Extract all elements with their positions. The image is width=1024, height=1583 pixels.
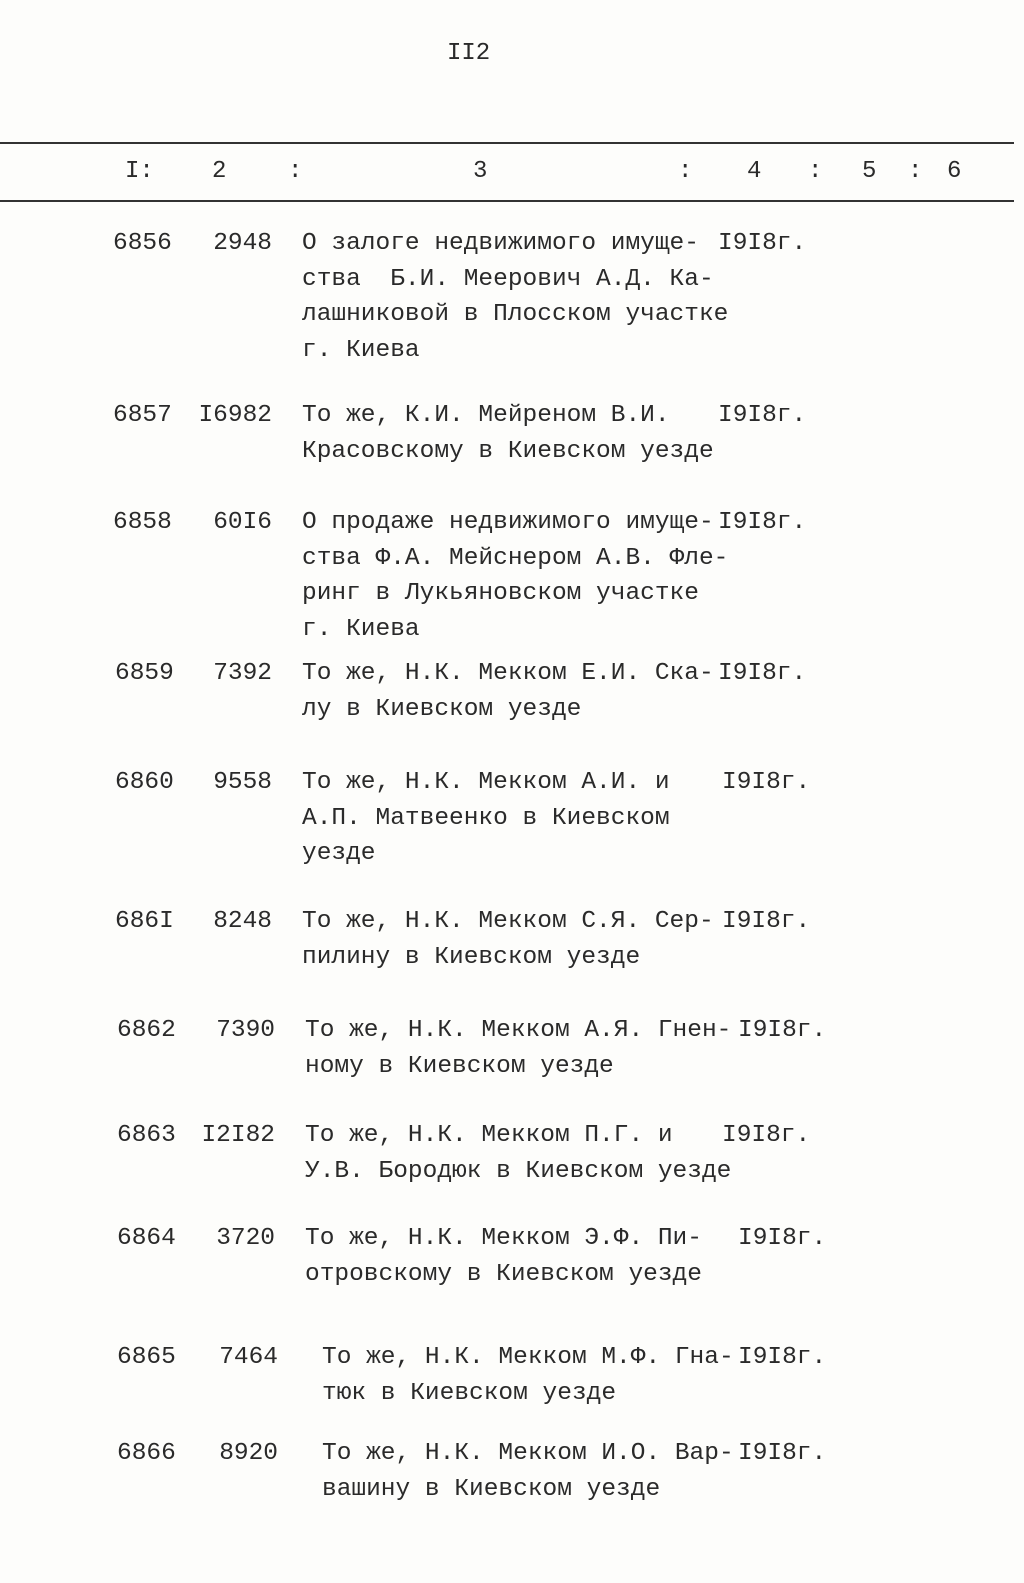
item-number: 6864 [117, 1225, 176, 1252]
column-header: : [808, 158, 823, 185]
reference-number: I6982 [198, 402, 272, 429]
description-line: вашину в Киевском уезде [322, 1475, 661, 1503]
column-header: 6 [947, 158, 962, 185]
year: I9I8г. [722, 769, 811, 796]
year: I9I8г. [738, 1017, 827, 1044]
description-line: То же, Н.К. Мекком П.Г. и [305, 1122, 673, 1149]
description-line: То же, Н.К. Мекком С.Я. Сер- [302, 908, 714, 935]
header-top-rule [0, 142, 1014, 144]
description-line: тюк в Киевском уезде [322, 1379, 617, 1407]
description-line: А.П. Матвеенко в Киевском [302, 804, 670, 832]
reference-number: 2948 [213, 230, 272, 257]
column-header: : [288, 158, 303, 185]
item-number: 6866 [117, 1440, 176, 1467]
year: I9I8г. [738, 1344, 827, 1371]
description-line: То же, Н.К. Мекком М.Ф. Гна- [322, 1344, 734, 1371]
item-number: 6863 [117, 1122, 176, 1149]
reference-number: 8248 [213, 908, 272, 935]
description-line: лу в Киевском уезде [302, 695, 582, 723]
description-line: То же, К.И. Мейреном В.И. [302, 402, 670, 429]
description-line: уезде [302, 840, 376, 867]
year: I9I8г. [722, 1122, 811, 1149]
description-line: лашниковой в Плосском участке [302, 301, 729, 328]
item-number: 6860 [115, 769, 174, 796]
description-line: ства Ф.А. Мейснером А.В. Фле- [302, 544, 729, 572]
item-number: 686I [115, 908, 174, 935]
column-header: : [678, 158, 693, 185]
reference-number: 8920 [219, 1440, 278, 1467]
reference-number: 3720 [216, 1225, 275, 1252]
item-number: 6859 [115, 660, 174, 687]
page-number: II2 [447, 40, 491, 67]
year: I9I8г. [722, 908, 811, 935]
description-line: отровскому в Киевском уезде [305, 1260, 702, 1288]
reference-number: 9558 [213, 769, 272, 796]
year: I9I8г. [718, 660, 807, 687]
year: I9I8г. [738, 1440, 827, 1467]
column-header: 4 [747, 158, 762, 185]
description-line: ному в Киевском уезде [305, 1052, 614, 1080]
reference-number: 7390 [216, 1017, 275, 1044]
column-header: : [908, 158, 923, 185]
description-line: г. Киева [302, 336, 420, 364]
description-line: То же, Н.К. Мекком Е.И. Ска- [302, 660, 714, 687]
item-number: 6858 [113, 509, 172, 536]
description-line: г. Киева [302, 615, 420, 643]
reference-number: 7464 [219, 1344, 278, 1371]
description-line: Красовскому в Киевском уезде [302, 437, 714, 465]
reference-number: I2I82 [201, 1122, 275, 1149]
description-line: То же, Н.К. Мекком И.О. Вар- [322, 1440, 734, 1467]
reference-number: 7392 [213, 660, 272, 687]
reference-number: 60I6 [213, 509, 272, 536]
column-header: 5 [862, 158, 877, 185]
header-bottom-rule [0, 200, 1014, 202]
column-header: I: [125, 158, 154, 185]
item-number: 6857 [113, 402, 172, 429]
description-line: пилину в Киевском уезде [302, 943, 641, 971]
year: I9I8г. [738, 1225, 827, 1252]
item-number: 6856 [113, 230, 172, 257]
description-line: ринг в Лукьяновском участке [302, 580, 699, 607]
column-header: 3 [473, 158, 488, 185]
column-header: 2 [212, 158, 227, 185]
year: I9I8г. [718, 402, 807, 429]
description-line: То же, Н.К. Мекком А.И. и [302, 769, 670, 796]
year: I9I8г. [718, 230, 807, 257]
description-line: То же, Н.К. Мекком Э.Ф. Пи- [305, 1225, 702, 1252]
description-line: То же, Н.К. Мекком А.Я. Гнен- [305, 1017, 732, 1044]
description-line: У.В. Бородюк в Киевском уезде [305, 1157, 732, 1185]
item-number: 6865 [117, 1344, 176, 1371]
description-line: О залоге недвижимого имуще- [302, 230, 699, 257]
description-line: О продаже недвижимого имуще- [302, 509, 714, 536]
item-number: 6862 [117, 1017, 176, 1044]
description-line: ства Б.И. Меерович А.Д. Ка- [302, 265, 714, 293]
year: I9I8г. [718, 509, 807, 536]
